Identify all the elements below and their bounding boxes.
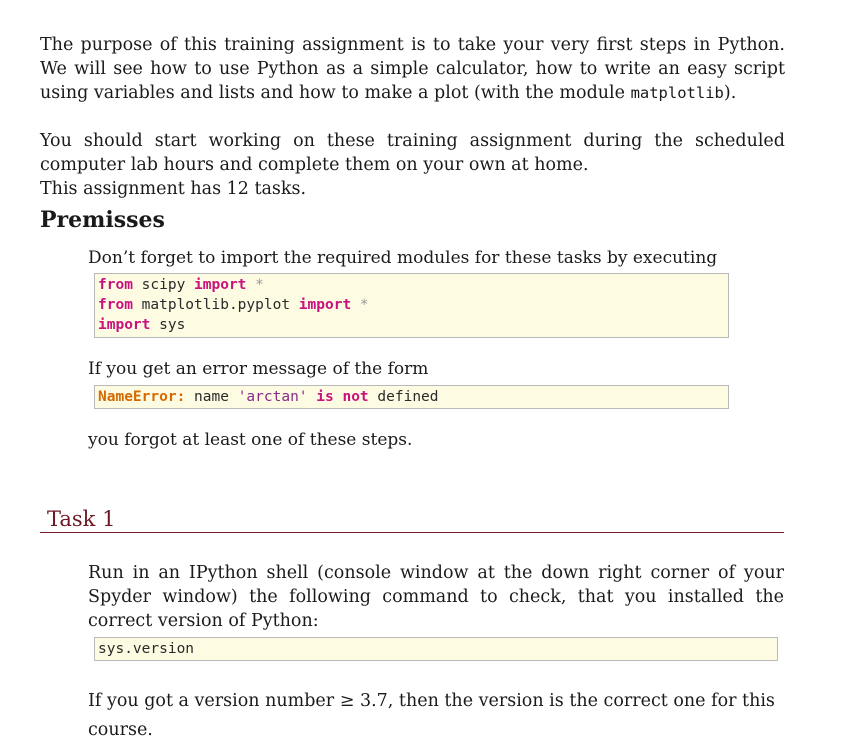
import-instruction: Don’t forget to import the required modules for these tasks by executing (88, 248, 718, 268)
module-name: matplotlib (630, 84, 724, 102)
task-1-title: Task 1 (47, 507, 116, 531)
code-line: from scipy import * (98, 277, 264, 293)
task-divider (40, 532, 784, 533)
premisses-heading: Premisses (40, 207, 165, 233)
error-instruction: If you get an error message of the form (88, 359, 429, 379)
task-count: This assignment has 12 tasks. (40, 179, 307, 199)
task-1-note: If you got a version number ≥ 3.7, then the version is the correct one for this course. (88, 691, 775, 740)
error-name: NameError: (98, 389, 186, 405)
error-code-block[interactable]: NameError: name 'arctan' is not defined (94, 385, 729, 409)
intro-paragraph (40, 33, 785, 105)
version-code-block[interactable] (94, 637, 778, 661)
import-code-block[interactable] (94, 273, 729, 338)
error-followup: you forgot at least one of these steps. (88, 430, 413, 450)
intro-end: ). (723, 83, 737, 103)
geq-symbol: ≥ (339, 691, 355, 711)
code-line: from matplotlib.pyplot import * (98, 297, 369, 313)
error-string: 'arctan' (237, 389, 308, 405)
intro-text: The purpose of this training assignment is to take your very first steps in Python. We will see how to use Python as a simple calculator, how to write an easy script using variables and lists and how to make a plot (with the module (40, 35, 785, 103)
task-1-description: Run in an IPython shell (console window at the down right corner of your Spyder window) the following command to check, that you installed the correct version of Python: (88, 563, 784, 631)
code-line: import sys (98, 317, 186, 333)
lab-hours-paragraph: You should start working on these training assignment during the scheduled computer lab hours and complete them on your own at home. (40, 131, 785, 175)
version-code: sys.version (98, 641, 195, 657)
